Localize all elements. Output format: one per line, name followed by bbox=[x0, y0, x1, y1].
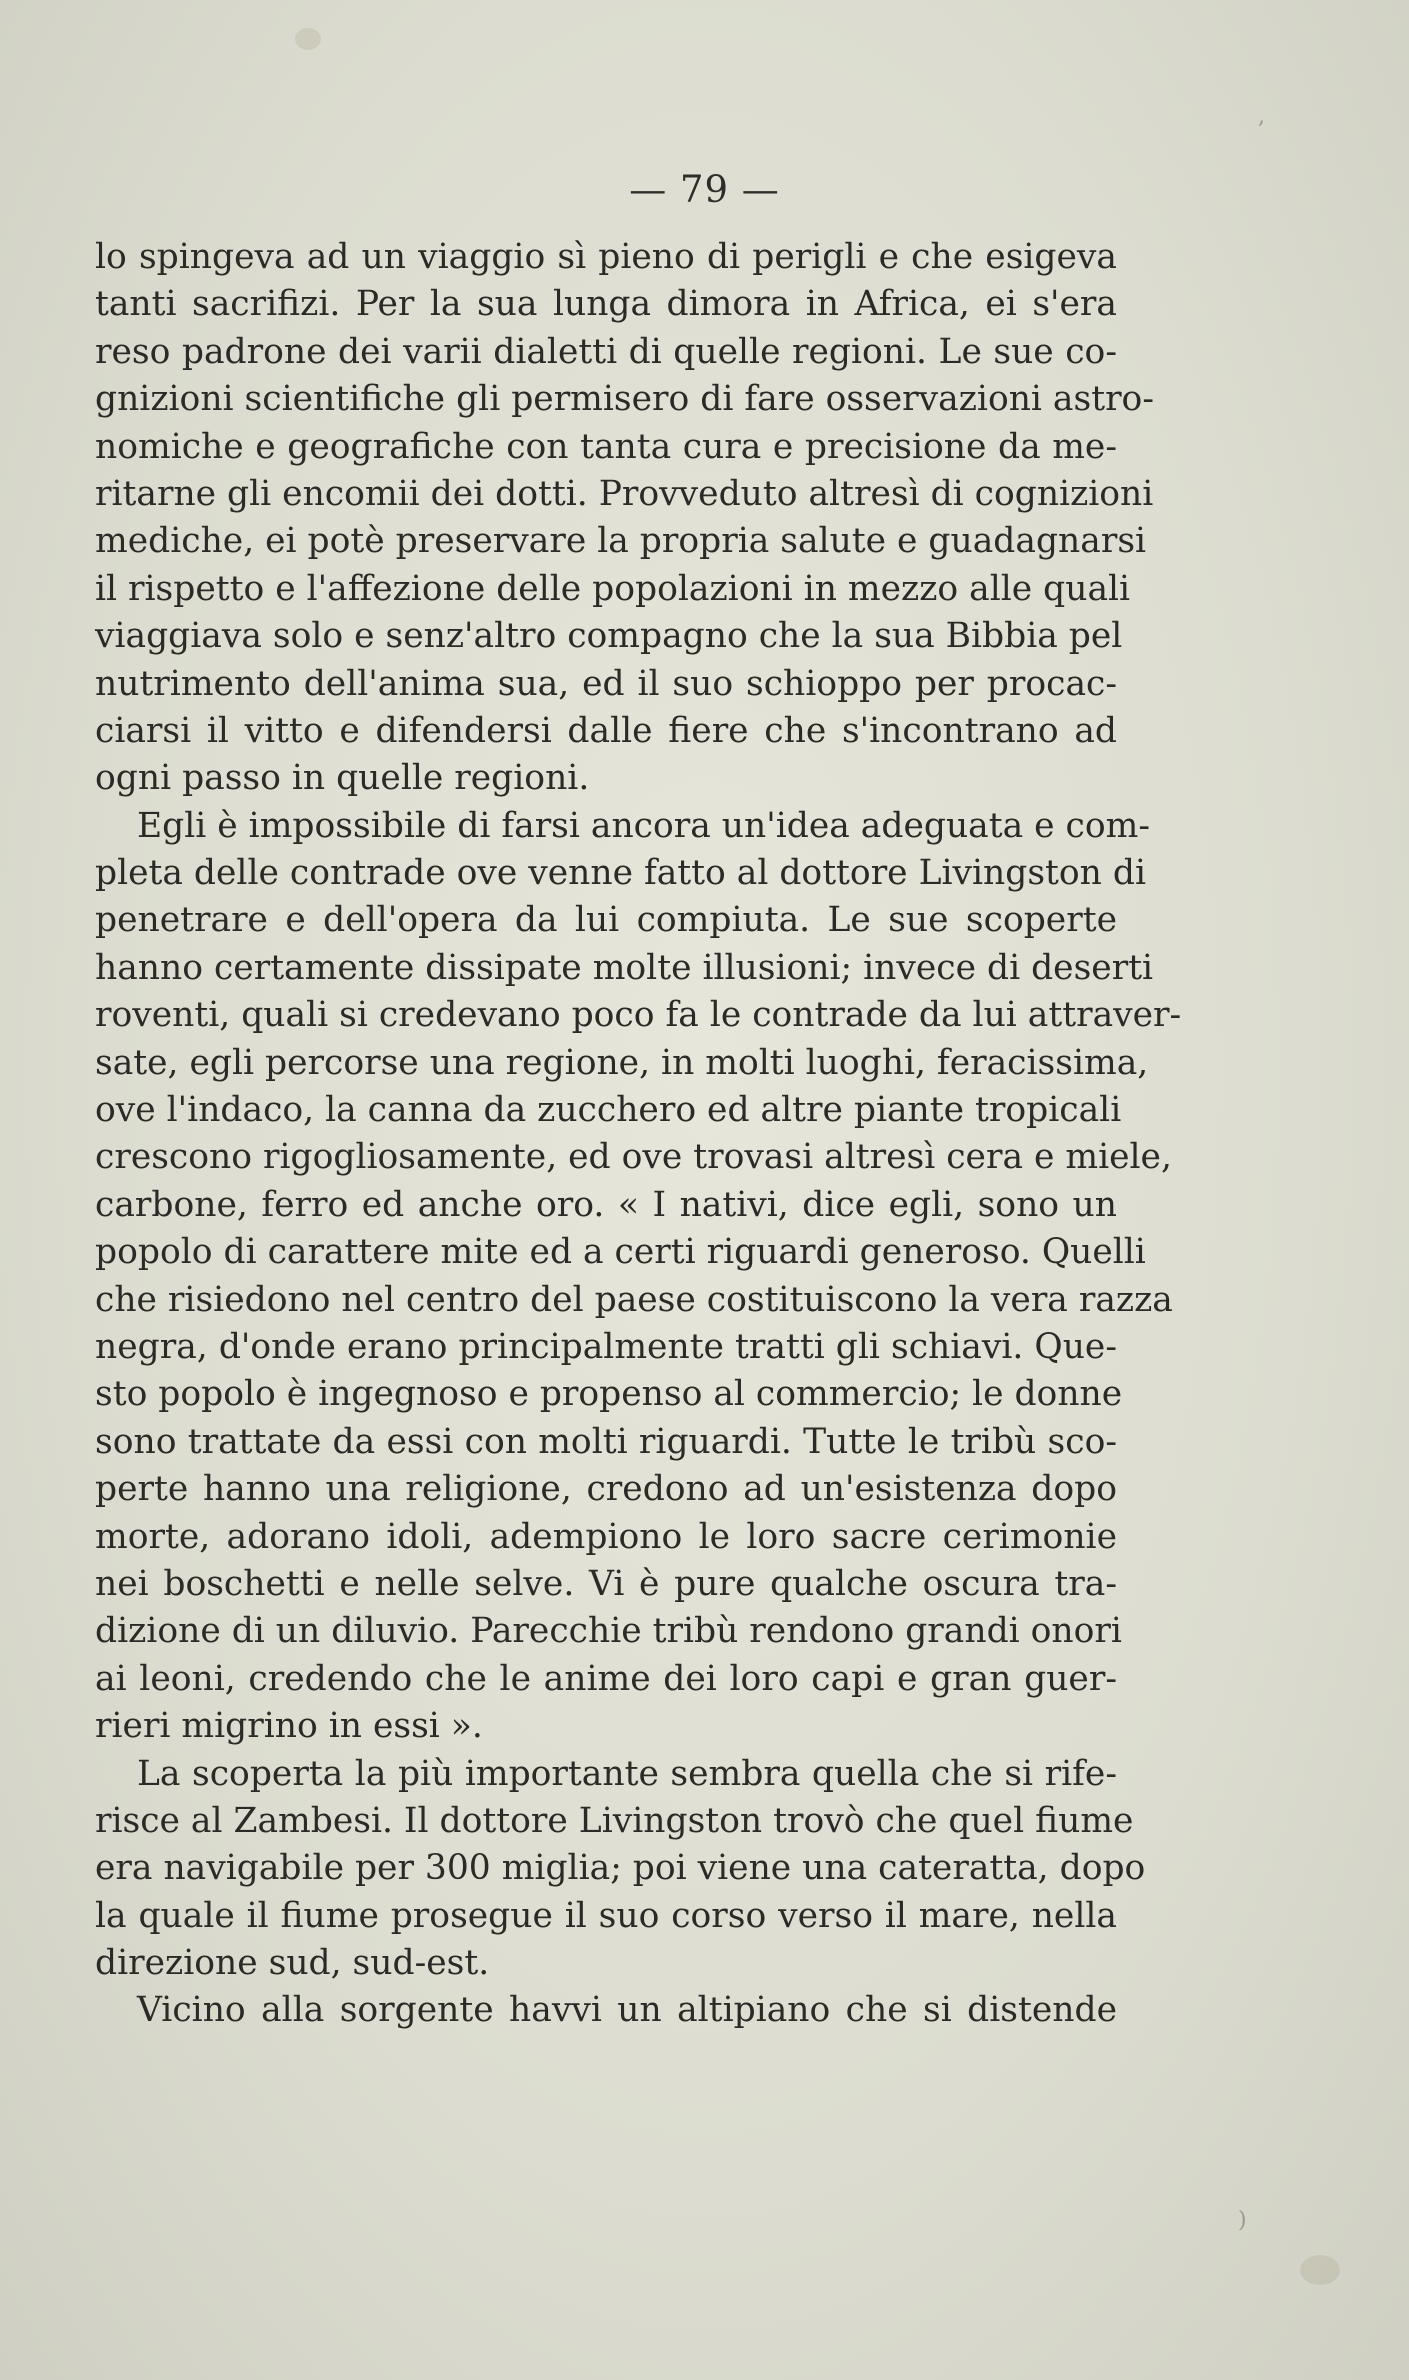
text-line: sto popolo è ingegnoso e propenso al commercio; le donne bbox=[95, 1374, 1123, 1415]
text-line: negra, d'onde erano principalmente tratti gli schiavi. Que- bbox=[95, 1326, 1117, 1367]
text-line: risce al Zambesi. Il dottore Livingston trovò che quel fiume bbox=[95, 1800, 1134, 1841]
paragraph-start-line: La scoperta la più importante sembra quella che si rife- bbox=[137, 1753, 1117, 1794]
text-line: era navigabile per 300 miglia; poi viene una cateratta, dopo bbox=[95, 1848, 1146, 1889]
text-line: carbone, ferro ed anche oro. « I nativi, dice egli, sono un bbox=[95, 1184, 1117, 1225]
text-line: nomiche e geografiche con tanta cura e precisione da me- bbox=[95, 426, 1117, 467]
paper-stain bbox=[295, 28, 321, 50]
margin-mark: , bbox=[1258, 104, 1265, 129]
text-line: sono trattate da essi con molti riguardi. Tutte le tribù sco- bbox=[95, 1421, 1117, 1462]
paragraph-end-line: rieri migrino in essi ». bbox=[95, 1706, 483, 1747]
text-line: perte hanno una religione, credono ad un'esistenza dopo bbox=[95, 1469, 1117, 1510]
text-line: dizione di un diluvio. Parecchie tribù rendono grandi onori bbox=[95, 1611, 1122, 1652]
text-line: lo spingeva ad un viaggio sì pieno di perigli e che esigeva bbox=[95, 237, 1117, 277]
text-line: penetrare e dell'opera da lui compiuta. Le sue scoperte bbox=[95, 900, 1117, 941]
paragraph-end-line: direzione sud, sud-est. bbox=[95, 1943, 490, 1984]
paragraph-start-line: Vicino alla sorgente havvi un altipiano che si distende bbox=[137, 1990, 1117, 2031]
text-line: popolo di carattere mite ed a certi riguardi generoso. Quelli bbox=[95, 1232, 1146, 1273]
text-line: crescono rigogliosamente, ed ove trovasi altresì cera e miele, bbox=[95, 1137, 1172, 1178]
text-line: morte, adorano idoli, adempiono le loro sacre cerimonie bbox=[95, 1516, 1117, 1557]
text-line: che risiedono nel centro del paese costituiscono la vera razza bbox=[95, 1279, 1173, 1320]
page-number: — 79 — bbox=[629, 168, 780, 211]
text-line: ciarsi il vitto e difendersi dalle fiere che s'incontrano ad bbox=[95, 710, 1117, 751]
text-line: viaggiava solo e senz'altro compagno che la sua Bibbia pel bbox=[95, 616, 1123, 657]
text-line: tanti sacrifizi. Per la sua lunga dimora in Africa, ei s'era bbox=[95, 284, 1117, 325]
paragraph-start-line: Egli è impossibile di farsi ancora un'idea adeguata e com- bbox=[137, 805, 1150, 846]
text-line: il rispetto e l'affezione delle popolazioni in mezzo alle quali bbox=[95, 568, 1131, 609]
text-line: ai leoni, credendo che le anime dei loro capi e gran guer- bbox=[95, 1658, 1117, 1699]
paragraph-end-line: ogni passo in quelle regioni. bbox=[95, 758, 590, 799]
paper-stain bbox=[1300, 2255, 1340, 2285]
text-line: la quale il fiume prosegue il suo corso verso il mare, nella bbox=[95, 1895, 1117, 1936]
text-line: sate, egli percorse una regione, in molti luoghi, feracissima, bbox=[95, 1042, 1149, 1083]
text-line: gnizioni scientifiche gli permisero di fare osservazioni astro- bbox=[95, 379, 1154, 420]
margin-mark: ) bbox=[1238, 2208, 1247, 2233]
text-line: nei boschetti e nelle selve. Vi è pure qualche oscura tra- bbox=[95, 1563, 1117, 1604]
text-line: reso padrone dei varii dialetti di quelle regioni. Le sue co- bbox=[95, 331, 1117, 372]
text-line: pleta delle contrade ove venne fatto al dottore Livingston di bbox=[95, 853, 1146, 894]
text-line: mediche, ei potè preservare la propria salute e guadagnarsi bbox=[95, 521, 1147, 562]
body-text bbox=[95, 234, 1182, 2035]
text-line: roventi, quali si credevano poco fa le contrade da lui attraver- bbox=[95, 995, 1182, 1036]
text-line: ove l'indaco, la canna da zucchero ed altre piante tropicali bbox=[95, 1090, 1122, 1131]
text-line: nutrimento dell'anima sua, ed il suo schioppo per procac- bbox=[95, 663, 1117, 704]
text-line: ritarne gli encomii dei dotti. Provveduto altresì di cognizioni bbox=[95, 473, 1154, 514]
text-line: hanno certamente dissipate molte illusioni; invece di deserti bbox=[95, 947, 1154, 988]
